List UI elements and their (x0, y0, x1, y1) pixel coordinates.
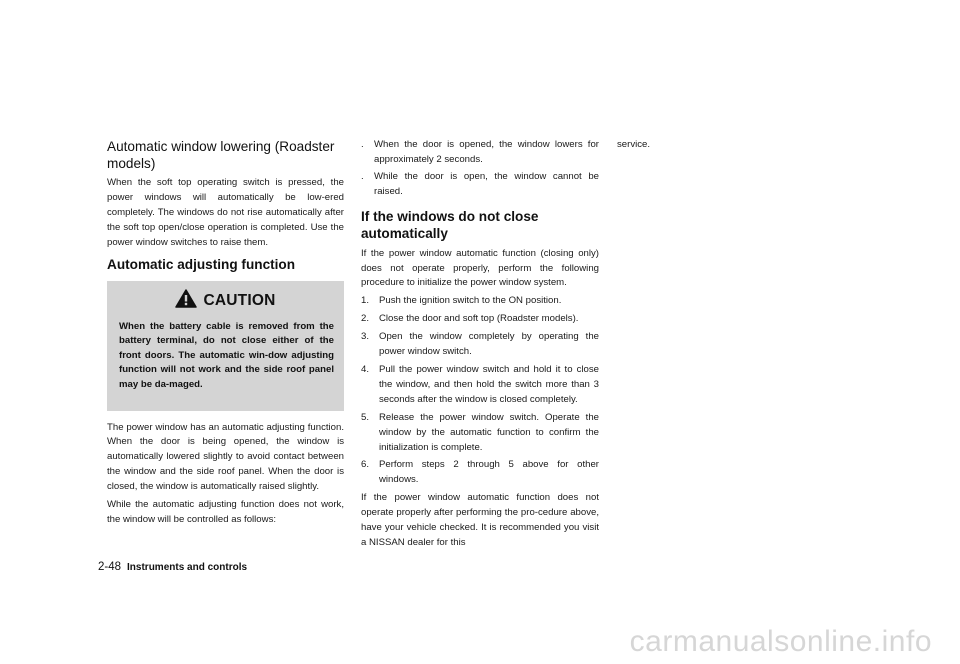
step-text: Push the ignition switch to the ON position. (379, 295, 562, 307)
steps-list (361, 294, 599, 488)
caution-text: When the battery cable is removed from the battery terminal, do not close either of the front doors. The automatic win-dow adjusting function will not work and the side roof panel may be da-maged. (119, 320, 334, 390)
bullet-item (361, 138, 599, 168)
step-number: 5. (361, 411, 370, 423)
watermark: carmanualsonline.info (629, 625, 932, 658)
paragraph-continuation: service. (617, 139, 651, 150)
section-title: Instruments and controls (127, 562, 248, 573)
step-number: 1. (361, 295, 370, 307)
bullet-mark: . (361, 170, 364, 182)
step-number: 4. (361, 363, 370, 375)
heading-automatic-window-lowering: Automatic window lowering (Roadster models) (107, 139, 335, 171)
paragraph-controlled-as-follows: While the automatic adjusting function does not work, the window will be controlled as follows: (107, 499, 344, 525)
step-text: Pull the power window switch and hold it to close the window, and then hold the switch more than 3 seconds after the window is closed completely. (379, 363, 599, 405)
warning-triangle-icon (175, 289, 197, 313)
list-item (361, 411, 599, 456)
step-number: 3. (361, 331, 370, 343)
bullet-mark: . (361, 139, 364, 150)
bullet-item (361, 170, 599, 200)
bullet-text: While the door is open, the window cannot be raised. (374, 170, 599, 197)
paragraph-closing: If the power window automatic function does not operate properly after performing the pro-cedure above, have your vehicle checked. It is recommended you visit a NISSAN dealer for this (361, 492, 599, 548)
list-item (361, 330, 599, 360)
paragraph-intro: If the power window automatic function (closing only) does not operate properly, perform the following procedure to initialize the power window system. (361, 247, 599, 289)
bullet-text: When the door is opened, the window lowers for approximately 2 seconds. (374, 139, 599, 165)
list-item (361, 363, 599, 408)
step-text: Release the power window switch. Operate the window by the automatic function to confirm the initialization is complete. (379, 411, 599, 453)
caution-title: CAUTION (203, 291, 276, 309)
page-number: 2-48 (98, 561, 122, 573)
paragraph-adjusting-function: The power window has an automatic adjusting function. When the door is being opened, the window is automatically lowered slightly to avoid contact between the window and the side roof panel. When the door is closed, the window is automatically raised slightly. (107, 421, 344, 493)
caution-box (107, 281, 344, 411)
step-text: Close the door and soft top (Roadster models). (379, 313, 579, 325)
step-number: 2. (361, 313, 370, 325)
column-right (617, 138, 837, 153)
list-item (361, 294, 599, 309)
list-item (361, 458, 599, 488)
list-item (361, 312, 599, 327)
step-number: 6. (361, 459, 370, 471)
paragraph-soft-top: When the soft top operating switch is pressed, the power windows will automatically be low-ered completely. The windows do not rise automatically after the soft top open/close operation is completed. Use the power window switches to raise them. (107, 177, 344, 248)
heading-windows-not-close: If the windows do not close automatically (361, 208, 539, 241)
page-footer (98, 561, 247, 573)
step-text: Perform steps 2 through 5 above for other windows. (379, 459, 599, 486)
step-text: Open the window completely by operating the power window switch. (379, 331, 599, 358)
heading-automatic-adjusting: Automatic adjusting function (107, 256, 296, 272)
column-middle (361, 138, 599, 551)
column-left (107, 138, 344, 528)
caution-header (107, 281, 344, 311)
